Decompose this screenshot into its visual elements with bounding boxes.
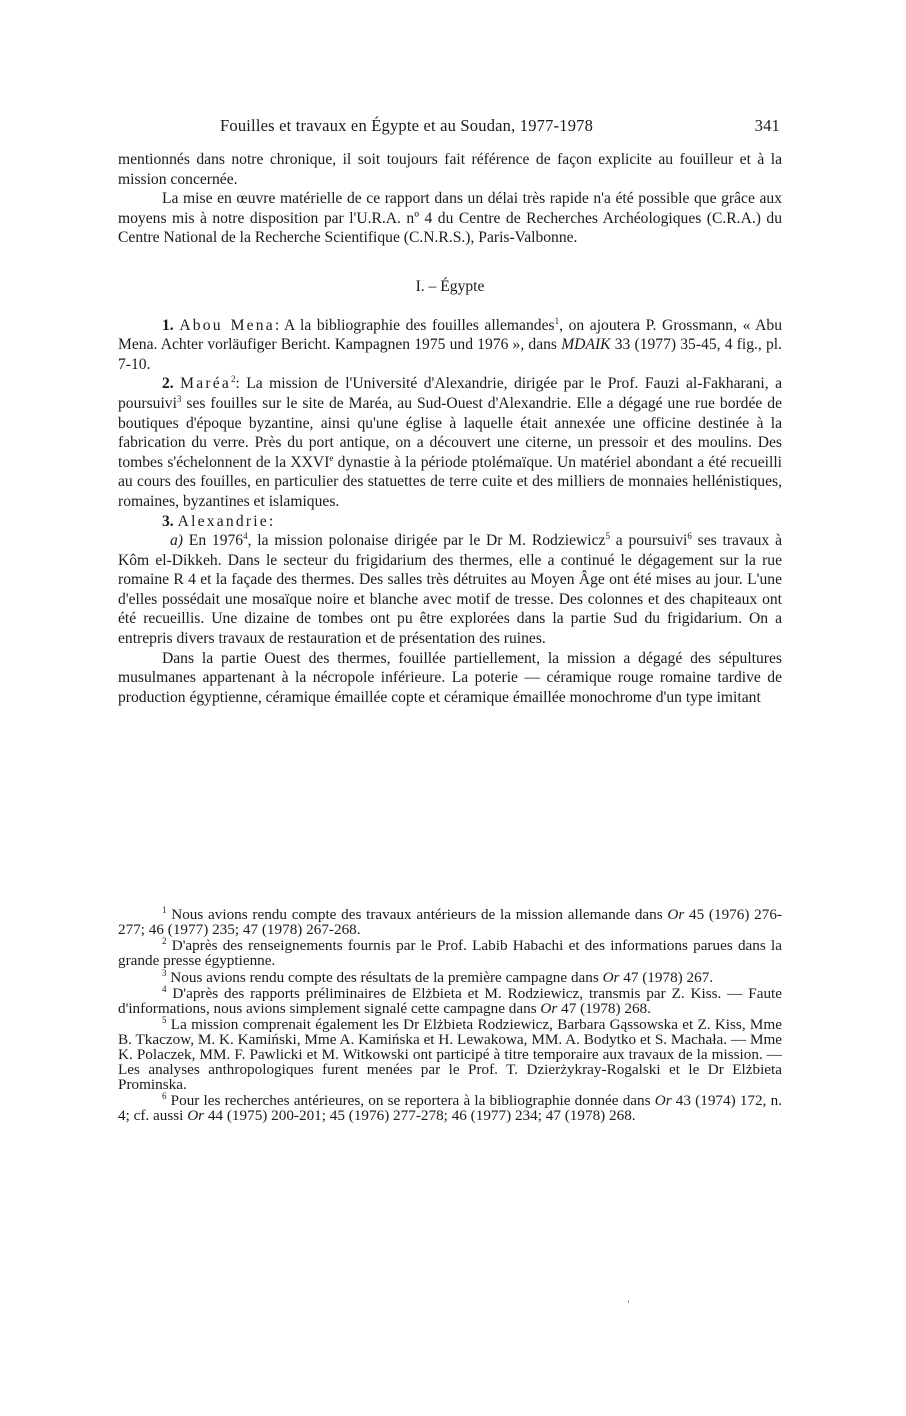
entry-text: 33 (1977) 35-45, 4 fig., pl. 7-10.	[118, 336, 783, 373]
footnote-text: 44 (1975) 200-201; 45 (1976) 277-278; 46 (1977) 234; 47 (1978) 268.	[204, 1107, 636, 1125]
entry-text: La mission de l'Université d'Alexandrie, dirigée par le Prof. Fauzi al-Fakharani, a poursuivi	[118, 375, 782, 412]
footnote-5	[118, 1015, 782, 1093]
entry-text: a poursuivi	[609, 532, 688, 550]
footnote-text: La mission comprenait également les Dr Elżbieta Rodziewicz, Barbara Gąssowska et Z. Kiss, Mme B. Tkaczow, M. K. Kamiński, Mme A. Kamińska et H. Lewakowa, MM. A. Bodytko et S. Machała. — Mme K. Polaczek, MM. F. Pawlicki et M. Witkowski ont participé à titre temporaire aux travaux de la mission. — Les analyses anthropologiques furent menées par le Prof. T. Dzierżykray-Rogalski et le Dr Elżbieta Prominska.	[118, 1016, 782, 1093]
entry-text: dynastie à la période ptolémaïque. Un matériel abondant a été recueilli au cours des fouilles, en particulier des statuettes de terre cuite et des milliers de monnaies hellénistiques, romaines, byzantines et islamiques.	[118, 453, 782, 510]
section-heading-egypte: I. – Égypte	[415, 277, 485, 295]
footnote-ref: 3	[176, 393, 182, 404]
running-title: Fouilles et travaux en Égypte et au Soudan, 1977-1978	[220, 116, 594, 135]
entry-marea	[118, 374, 782, 511]
sub-label: a)	[170, 532, 183, 550]
page-number: 341	[754, 116, 780, 135]
footnote-text: 47 (1978) 268.	[557, 999, 651, 1017]
entry-text: ses fouilles sur le site de Maréa, au Sud-Ouest d'Alexandrie. Elle a dégagé une rue bordée de boutiques d'époque byzantine, ainsi qu'une église à laquelle était annexée une officine destinée à la fabrication du verre. Près du port antique, on a découvert une citerne, un pressoir et des moulins. Des tombes s'échelonnent de la XXVI	[118, 394, 782, 471]
footnote-ref: 6	[687, 531, 692, 542]
site-name: Abou Mena	[179, 316, 275, 334]
entry-number: 2.	[162, 375, 174, 393]
journal-abbrev: Or	[540, 999, 558, 1017]
entry-text: A la bibliographie des fouilles allemandes	[279, 316, 555, 334]
entry-text: , on ajoutera P. Grossmann, « Abu Mena. Achter vorläufiger Bericht. Kampagnen 1975 und 1976 », dans	[118, 316, 782, 354]
intro-paragraph-continued: mentionnés dans notre chronique, il soit toujours fait référence de façon explicite au fouilleur et à la mission concernée.	[118, 151, 782, 188]
footnote-text: Nous avions rendu compte des travaux antérieurs de la mission allemande dans	[166, 906, 668, 923]
footnote-ref: 4	[243, 531, 248, 542]
entry-number: 1.	[162, 316, 174, 334]
footnote-text: D'après des rapports préliminaires de Elżbieta et M. Rodziewicz, transmis par Z. Kiss. — Faute d'informations, nous avions simplement signalé cette campagne dans	[118, 985, 782, 1017]
running-header	[118, 116, 782, 136]
separator: :	[268, 512, 274, 530]
footnote-text: 45 (1976) 276-277; 46 (1977) 235; 47 (1978) 267-268.	[118, 906, 782, 938]
footnote-4	[118, 984, 782, 1017]
entry-abou-mena	[118, 316, 782, 375]
entry-alexandrie-paragraph-2: Dans la partie Ouest des thermes, fouillée partiellement, la mission a dégagé des sépultures musulmanes appartenant à la nécropole inférieure. La poterie — céramique rouge romaine tardive de production égyptienne, céramique émaillée copte et céramique émaillée monochrome d'un type imitant	[118, 649, 782, 706]
journal-abbrev: Or	[187, 1107, 205, 1125]
footnote-text: Pour les recherches antérieures, on se reportera à la bibliographie donnée dans	[166, 1092, 655, 1110]
journal-title: MDAIK	[561, 336, 611, 354]
footnote-number: 6	[162, 1091, 167, 1102]
footnote-1	[118, 905, 782, 938]
site-name: Alexandrie	[177, 512, 269, 530]
footnote-text: 43 (1974) 172, n. 4; cf. aussi	[118, 1092, 782, 1125]
journal-abbrev: Or	[654, 1092, 672, 1110]
separator: :	[235, 375, 240, 393]
entry-alexandrie-a	[118, 531, 782, 649]
footnote-text: D'après des renseignements fournis par le Prof. Labib Habachi et des informations parues dans la grande presse égyptienne.	[118, 937, 782, 970]
entry-alexandrie-heading	[118, 512, 782, 532]
footnote-text: 47 (1978) 267.	[619, 968, 714, 986]
entry-text: , la mission polonaise dirigée par le Dr M. Rodziewicz	[247, 532, 606, 550]
entry-number: 3.	[162, 512, 174, 530]
entry-text: En 1976	[183, 532, 244, 550]
footnote-3	[118, 967, 782, 986]
footnote-text: Nous avions rendu compte des résultats de la première campagne dans	[166, 968, 603, 986]
body-text	[118, 150, 782, 707]
journal-abbrev: Or	[602, 968, 620, 986]
footnote-number: 1	[162, 905, 167, 915]
journal-abbrev: Or	[667, 906, 685, 923]
footnote-number: 3	[162, 967, 167, 978]
footnote-2	[118, 936, 782, 970]
entry-text: ses travaux à Kôm el-Dikkeh. Dans le secteur du frigidarium des thermes, elle a continué le dégagement sur la rue romaine R 4 et la façade des thermes. Des salles très détruites au Moyen Âge ont été mises au jour. L'une d'elles possédait une mosaïque noire et blanche avec motif de tresse. Des colonnes et des chapiteaux ont été recueillis. Une dizaine de tombes ont pu être explorées dans la partie Sud du frigidarium. On a entrepris divers travaux de restauration et de présentation des ruines.	[118, 532, 782, 648]
footnotes	[118, 905, 782, 1126]
footnote-ref: 5	[605, 531, 610, 542]
site-name: Maréa	[180, 375, 231, 393]
intro-paragraph-acknowledgement: La mise en œuvre matérielle de ce rapport dans un délai très rapide n'a été possible que grâce aux moyens mis à notre disposition par l'U.R.A. nº 4 du Centre de Recherches Archéologiques (C.R.A.) du Centre National de la Recherche Scientifique (C.N.R.S.), Paris-Valbonne.	[118, 190, 782, 247]
footnote-6	[118, 1091, 782, 1125]
superscript-e: e	[329, 452, 334, 463]
footnote-number: 5	[162, 1015, 167, 1026]
footnote-ref: 1	[554, 315, 560, 326]
scan-mark	[628, 1300, 629, 1303]
footnote-ref: 2	[230, 374, 236, 385]
footnote-number: 2	[162, 936, 167, 947]
separator: :	[274, 316, 280, 334]
footnote-number: 4	[162, 984, 167, 995]
